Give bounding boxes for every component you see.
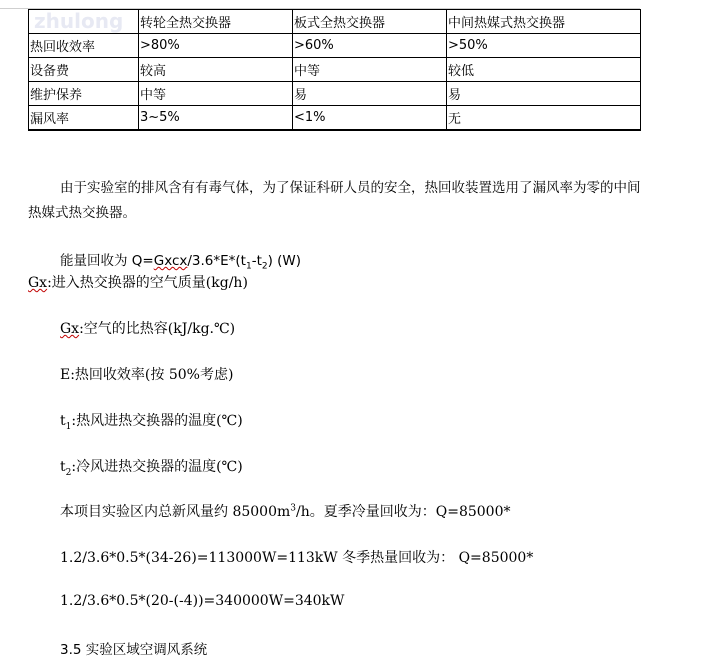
formula-sub-2: 2	[261, 261, 268, 272]
formula-suffix: ) (W)	[267, 253, 302, 269]
efficiency-definition: E:热回收效率(按 50%考虑)	[60, 367, 234, 383]
t2-definition	[60, 456, 243, 478]
table-cell: >50%	[447, 34, 641, 58]
formula-prefix: 能量回收为 Q=	[60, 253, 154, 269]
table-row-label: 热回收效率	[29, 34, 139, 58]
t1-desc: :热风进热交换器的温度(℃)	[71, 413, 243, 429]
table-row-label: 漏风率	[29, 106, 139, 131]
watermark-logo: zhulong	[34, 9, 124, 33]
gx-definition	[28, 272, 248, 292]
table-row	[29, 34, 641, 58]
gx-term: Gx	[28, 275, 48, 291]
table-cell: >60%	[293, 34, 447, 58]
table-header-cell: 中间热媒式热交换器	[447, 10, 641, 34]
table-row-label: 设备费	[29, 58, 139, 82]
table-row	[29, 82, 641, 106]
t1-definition	[60, 410, 243, 432]
table-cell: 较低	[447, 58, 641, 82]
energy-recovery-formula	[60, 249, 301, 272]
table-cell: 易	[447, 82, 641, 106]
summer-text-b: /h。夏季冷量回收为：Q=85000*	[296, 504, 511, 520]
table-header-row	[29, 10, 641, 34]
table-row	[29, 106, 641, 131]
t2-symbol: t	[60, 459, 66, 475]
heat-exchanger-comparison-table	[28, 9, 641, 131]
t1-subscript: 1	[65, 421, 72, 432]
summer-recovery-line	[60, 501, 510, 521]
winter-result-line: 1.2/3.6*0.5*(20-(-4))=340000W=340kW	[60, 593, 345, 609]
formula-dash: -t	[251, 253, 262, 269]
summer-text-a: 本项目实验区内总新风量约 85000m	[60, 504, 291, 520]
table-cell: 3~5%	[139, 106, 293, 131]
table-cell: 较高	[139, 58, 293, 82]
table-header-cell: 转轮全热交换器	[139, 10, 293, 34]
table-cell: <1%	[293, 106, 447, 131]
table-cell: >80%	[139, 34, 293, 58]
table-row-label: 维护保养	[29, 82, 139, 106]
selection-paragraph: 由于实验室的排风含有有毒气体，为了保证科研人员的安全，热回收装置选用了漏风率为零的中间热媒式热交换器。	[28, 180, 641, 221]
specific-heat-definition	[60, 318, 235, 338]
t1-symbol: t	[60, 413, 66, 429]
table-header-cell: 板式全热交换器	[293, 10, 447, 34]
gx-desc: :进入热交换器的空气质量(kg/h)	[47, 275, 248, 291]
t2-desc: :冷风进热交换器的温度(℃)	[71, 459, 243, 475]
table-cell: 中等	[139, 82, 293, 106]
table-cell: 中等	[293, 58, 447, 82]
table-header-cell	[29, 10, 139, 34]
gx-term: Gx	[60, 321, 80, 337]
formula-sub-1: 1	[245, 261, 252, 272]
table-cell: 无	[447, 106, 641, 131]
summer-superscript: 3	[290, 503, 296, 514]
formula-mid: /3.6*E*(t	[187, 253, 246, 269]
table-row	[29, 58, 641, 82]
specific-heat-desc: :空气的比热容(kJ/kg.℃)	[79, 321, 236, 337]
formula-gx: Gxcx	[153, 253, 188, 269]
section-heading: 3.5 实验区域空调风系统	[60, 642, 208, 658]
t2-subscript: 2	[65, 467, 72, 478]
table-cell: 易	[293, 82, 447, 106]
winter-recovery-line: 1.2/3.6*0.5*(34-26)=113000W=113kW 冬季热量回收为： Q=85000*	[60, 550, 534, 566]
